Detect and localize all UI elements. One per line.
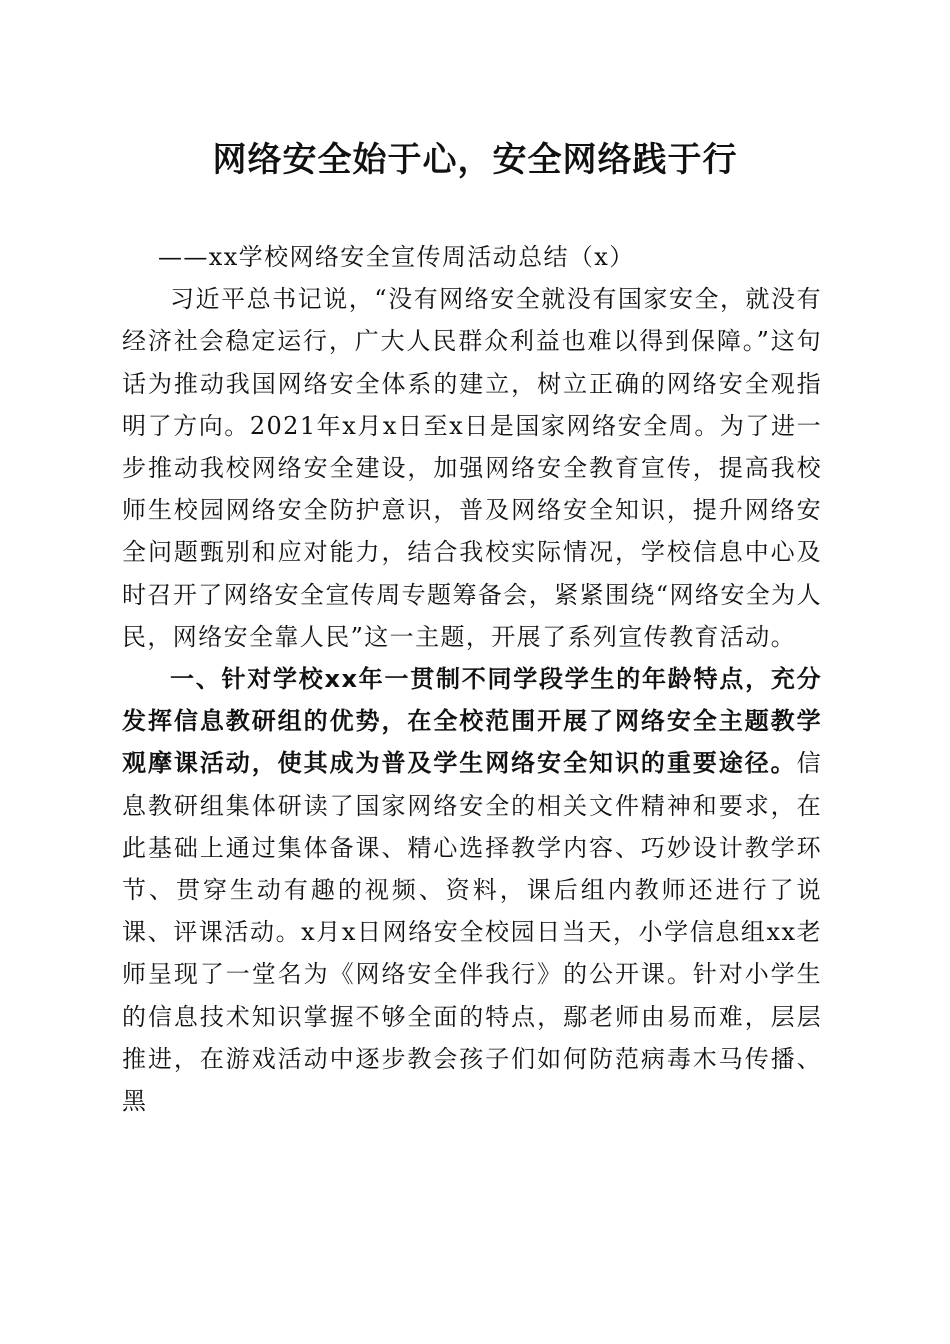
document-body bbox=[122, 236, 822, 1122]
section-1-paragraph bbox=[122, 658, 822, 1122]
section-1-body: 信息教研组集体研读了国家网络安全的相关文件精神和要求，在此基础上通过集体备课、精心选择教学内容、巧妙设计教学环节、贯穿生动有趣的视频、资料，课后组内教师还进行了说课、评课活动。x月x日网络安全校园日当天，小学信息组xx老师呈现了一堂名为《网络安全伴我行》的公开课。针对小学生的信息技术知识掌握不够全面的特点，鄢老师由易而难，层层推进，在游戏活动中逐步教会孩子们如何防范病毒木马传播、黑 bbox=[122, 749, 822, 1116]
document-title: 网络安全始于心，安全网络践于行 bbox=[212, 140, 738, 180]
document-subtitle: ——xx学校网络安全宣传周活动总结（x） bbox=[158, 243, 635, 271]
section-1-heading: 一、针对学校xx年一贯制不同学段学生的年龄特点，充分发挥信息教研组的优势，在全校范围开展了网络安全主题教学观摩课活动，使其成为普及学生网络安全知识的重要途径。 bbox=[122, 665, 822, 778]
intro-paragraph: 习近平总书记说，“没有网络安全就没有国家安全，就没有经济社会稳定运行，广大人民群众利益也难以得到保障。”这句话为推动我国网络安全体系的建立，树立正确的网络安全观指明了方向。2021年x月x日至x日是国家网络安全周。为了进一步推动我校网络安全建设，加强网络安全教育宣传，提高我校师生校园网络安全防护意识，普及网络安全知识，提升网络安全问题甄别和应对能力，结合我校实际情况，学校信息中心及时召开了网络安全宣传周专题筹备会，紧紧围绕“网络安全为人民，网络安全靠人民”这一主题，开展了系列宣传教育活动。 bbox=[122, 285, 822, 651]
